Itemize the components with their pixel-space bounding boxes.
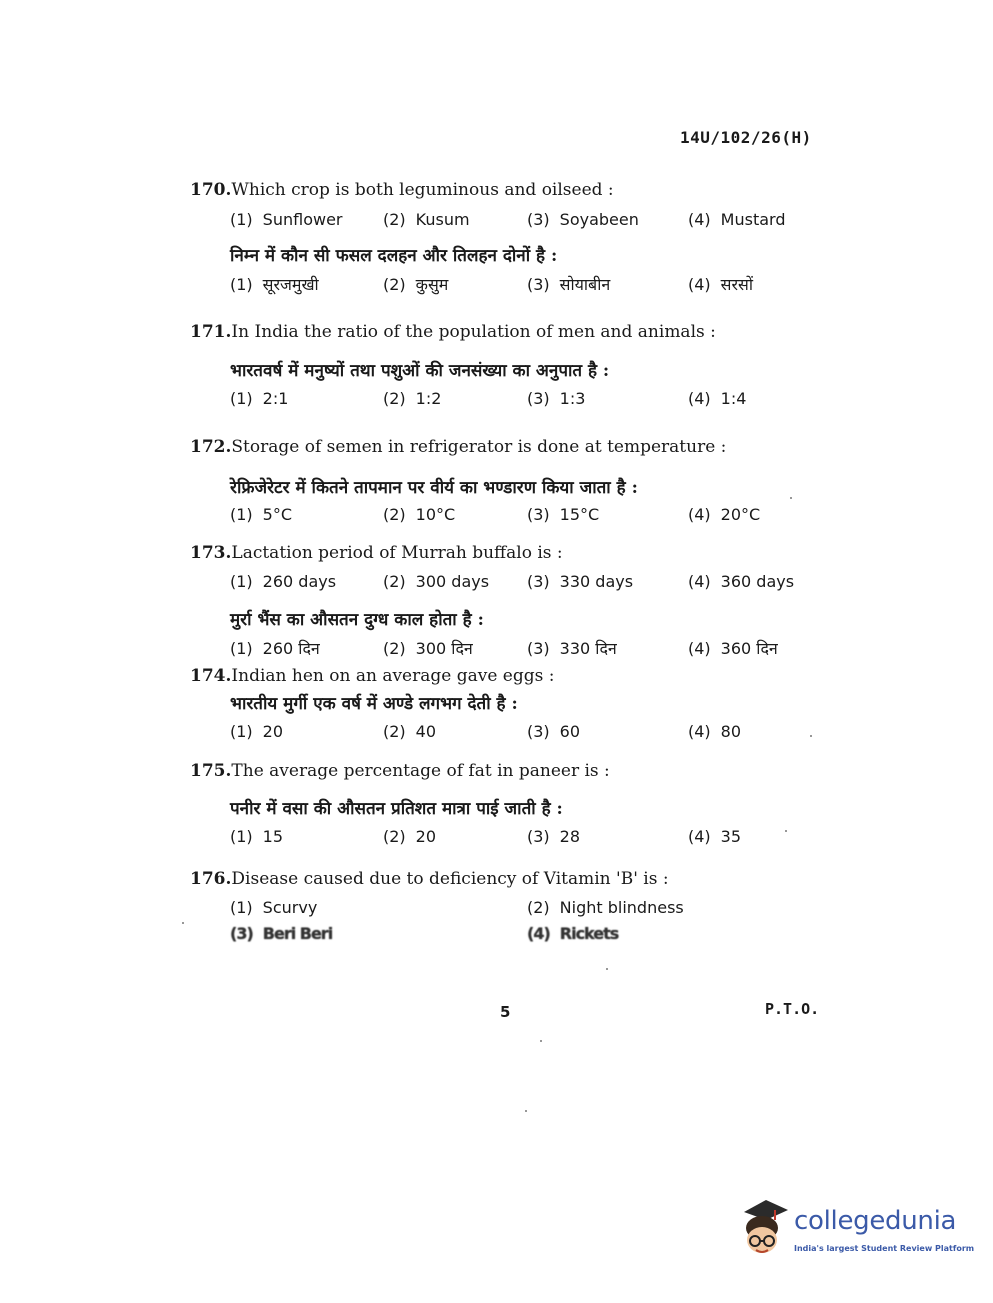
option-3: (3) 15°C	[527, 505, 600, 524]
option-4: (4) 35	[688, 827, 742, 846]
page-number: 5	[500, 1003, 511, 1021]
watermark-tagline: India's largest Student Review Platform	[794, 1244, 975, 1253]
question-170	[190, 180, 830, 294]
question-text-hi: रेफ्रिजेरेटर में कितने तापमान पर वीर्य का भण्डारण किया जाता है :	[230, 478, 638, 498]
scan-speck	[182, 922, 184, 924]
question-text-hi: पनीर में वसा की औसतन प्रतिशत मात्रा पाई जाती है :	[230, 799, 563, 819]
question-number: 175.	[190, 761, 232, 781]
question-text-hi: मुर्रा भैंस का औसतन दुग्ध काल होता है :	[230, 610, 484, 630]
pto-label: P.T.O.	[765, 1000, 820, 1018]
question-text-en: Lactation period of Murrah buffalo is :	[231, 543, 563, 563]
question-174	[190, 666, 830, 741]
option-4: (4) Mustard	[688, 210, 786, 229]
options	[230, 389, 830, 413]
question-number: 171.	[190, 322, 232, 342]
option-1: (1) Sunflower	[230, 210, 343, 229]
question-175	[190, 761, 830, 846]
question-text-en: In India the ratio of the population of men and animals :	[231, 322, 716, 342]
question-173	[190, 543, 830, 658]
option-1: (1) 260 days	[230, 572, 337, 591]
scan-speck	[785, 830, 787, 832]
option-3: (3) Beri Beri	[230, 924, 333, 943]
option-4: (4) सरसों	[688, 275, 753, 294]
options-hi	[230, 637, 830, 661]
option-1: (1) 2:1	[230, 389, 289, 408]
collegedunia-watermark	[736, 1196, 975, 1266]
scan-speck	[606, 968, 608, 970]
options-row-2	[230, 924, 830, 948]
option-1: (1) 5°C	[230, 505, 293, 524]
option-1: (1) Scurvy	[230, 898, 318, 917]
question-number: 172.	[190, 437, 232, 457]
option-2: (2) 300 दिन	[383, 639, 473, 658]
question-text-en: Disease caused due to deficiency of Vitamin 'B' is :	[231, 869, 669, 889]
option-3: (3) Soyabeen	[527, 210, 639, 229]
option-1: (1) 20	[230, 722, 284, 741]
question-number: 173.	[190, 543, 232, 563]
question-172	[190, 437, 830, 524]
options	[230, 827, 830, 851]
options-en	[230, 210, 830, 234]
option-4: (4) Rickets	[527, 924, 619, 943]
option-2: (2) 10°C	[383, 505, 456, 524]
scan-speck	[525, 1110, 527, 1112]
option-3: (3) 1:3	[527, 389, 586, 408]
mascot-icon	[736, 1196, 792, 1260]
option-2: (2) 40	[383, 722, 437, 741]
question-text-en: Indian hen on an average gave eggs :	[231, 666, 555, 686]
options-en	[230, 572, 830, 596]
page-code: 14U/102/26(H)	[680, 128, 812, 147]
option-4: (4) 360 days	[688, 572, 795, 591]
question-text-en: The average percentage of fat in paneer is :	[231, 761, 610, 781]
scan-speck	[540, 1040, 542, 1042]
options-row-1	[230, 898, 830, 922]
scan-speck	[810, 735, 812, 737]
option-3: (3) 28	[527, 827, 581, 846]
option-2: (2) Kusum	[383, 210, 470, 229]
option-3: (3) सोयाबीन	[527, 275, 611, 294]
option-3: (3) 330 दिन	[527, 639, 617, 658]
question-171	[190, 322, 830, 408]
option-2: (2) Night blindness	[527, 898, 684, 917]
options	[230, 722, 830, 746]
option-4: (4) 1:4	[688, 389, 747, 408]
option-1: (1) 260 दिन	[230, 639, 320, 658]
option-3: (3) 330 days	[527, 572, 634, 591]
option-4: (4) 20°C	[688, 505, 761, 524]
option-4: (4) 360 दिन	[688, 639, 778, 658]
option-2: (2) 300 days	[383, 572, 490, 591]
option-2: (2) 1:2	[383, 389, 442, 408]
question-number: 174.	[190, 666, 232, 686]
option-2: (2) कुसुम	[383, 275, 449, 294]
question-176	[190, 869, 830, 943]
option-3: (3) 60	[527, 722, 581, 741]
scan-speck	[790, 497, 792, 499]
question-number: 176.	[190, 869, 232, 889]
options	[230, 505, 830, 529]
option-1: (1) 15	[230, 827, 284, 846]
options-hi	[230, 273, 830, 297]
question-text-hi: भारतवर्ष में मनुष्यों तथा पशुओं की जनसंख्या का अनुपात है :	[230, 361, 610, 381]
question-text-en: Which crop is both leguminous and oilseed :	[231, 180, 614, 200]
option-4: (4) 80	[688, 722, 742, 741]
option-2: (2) 20	[383, 827, 437, 846]
question-text-hi: निम्न में कौन सी फसल दलहन और तिलहन दोनों है :	[230, 246, 558, 266]
question-number: 170.	[190, 180, 232, 200]
watermark-brand: collegedunia	[794, 1206, 957, 1236]
question-text-hi: भारतीय मुर्गी एक वर्ष में अण्डे लगभग देती है :	[230, 694, 518, 714]
question-text-en: Storage of semen in refrigerator is done at temperature :	[231, 437, 727, 457]
option-1: (1) सूरजमुखी	[230, 275, 319, 294]
